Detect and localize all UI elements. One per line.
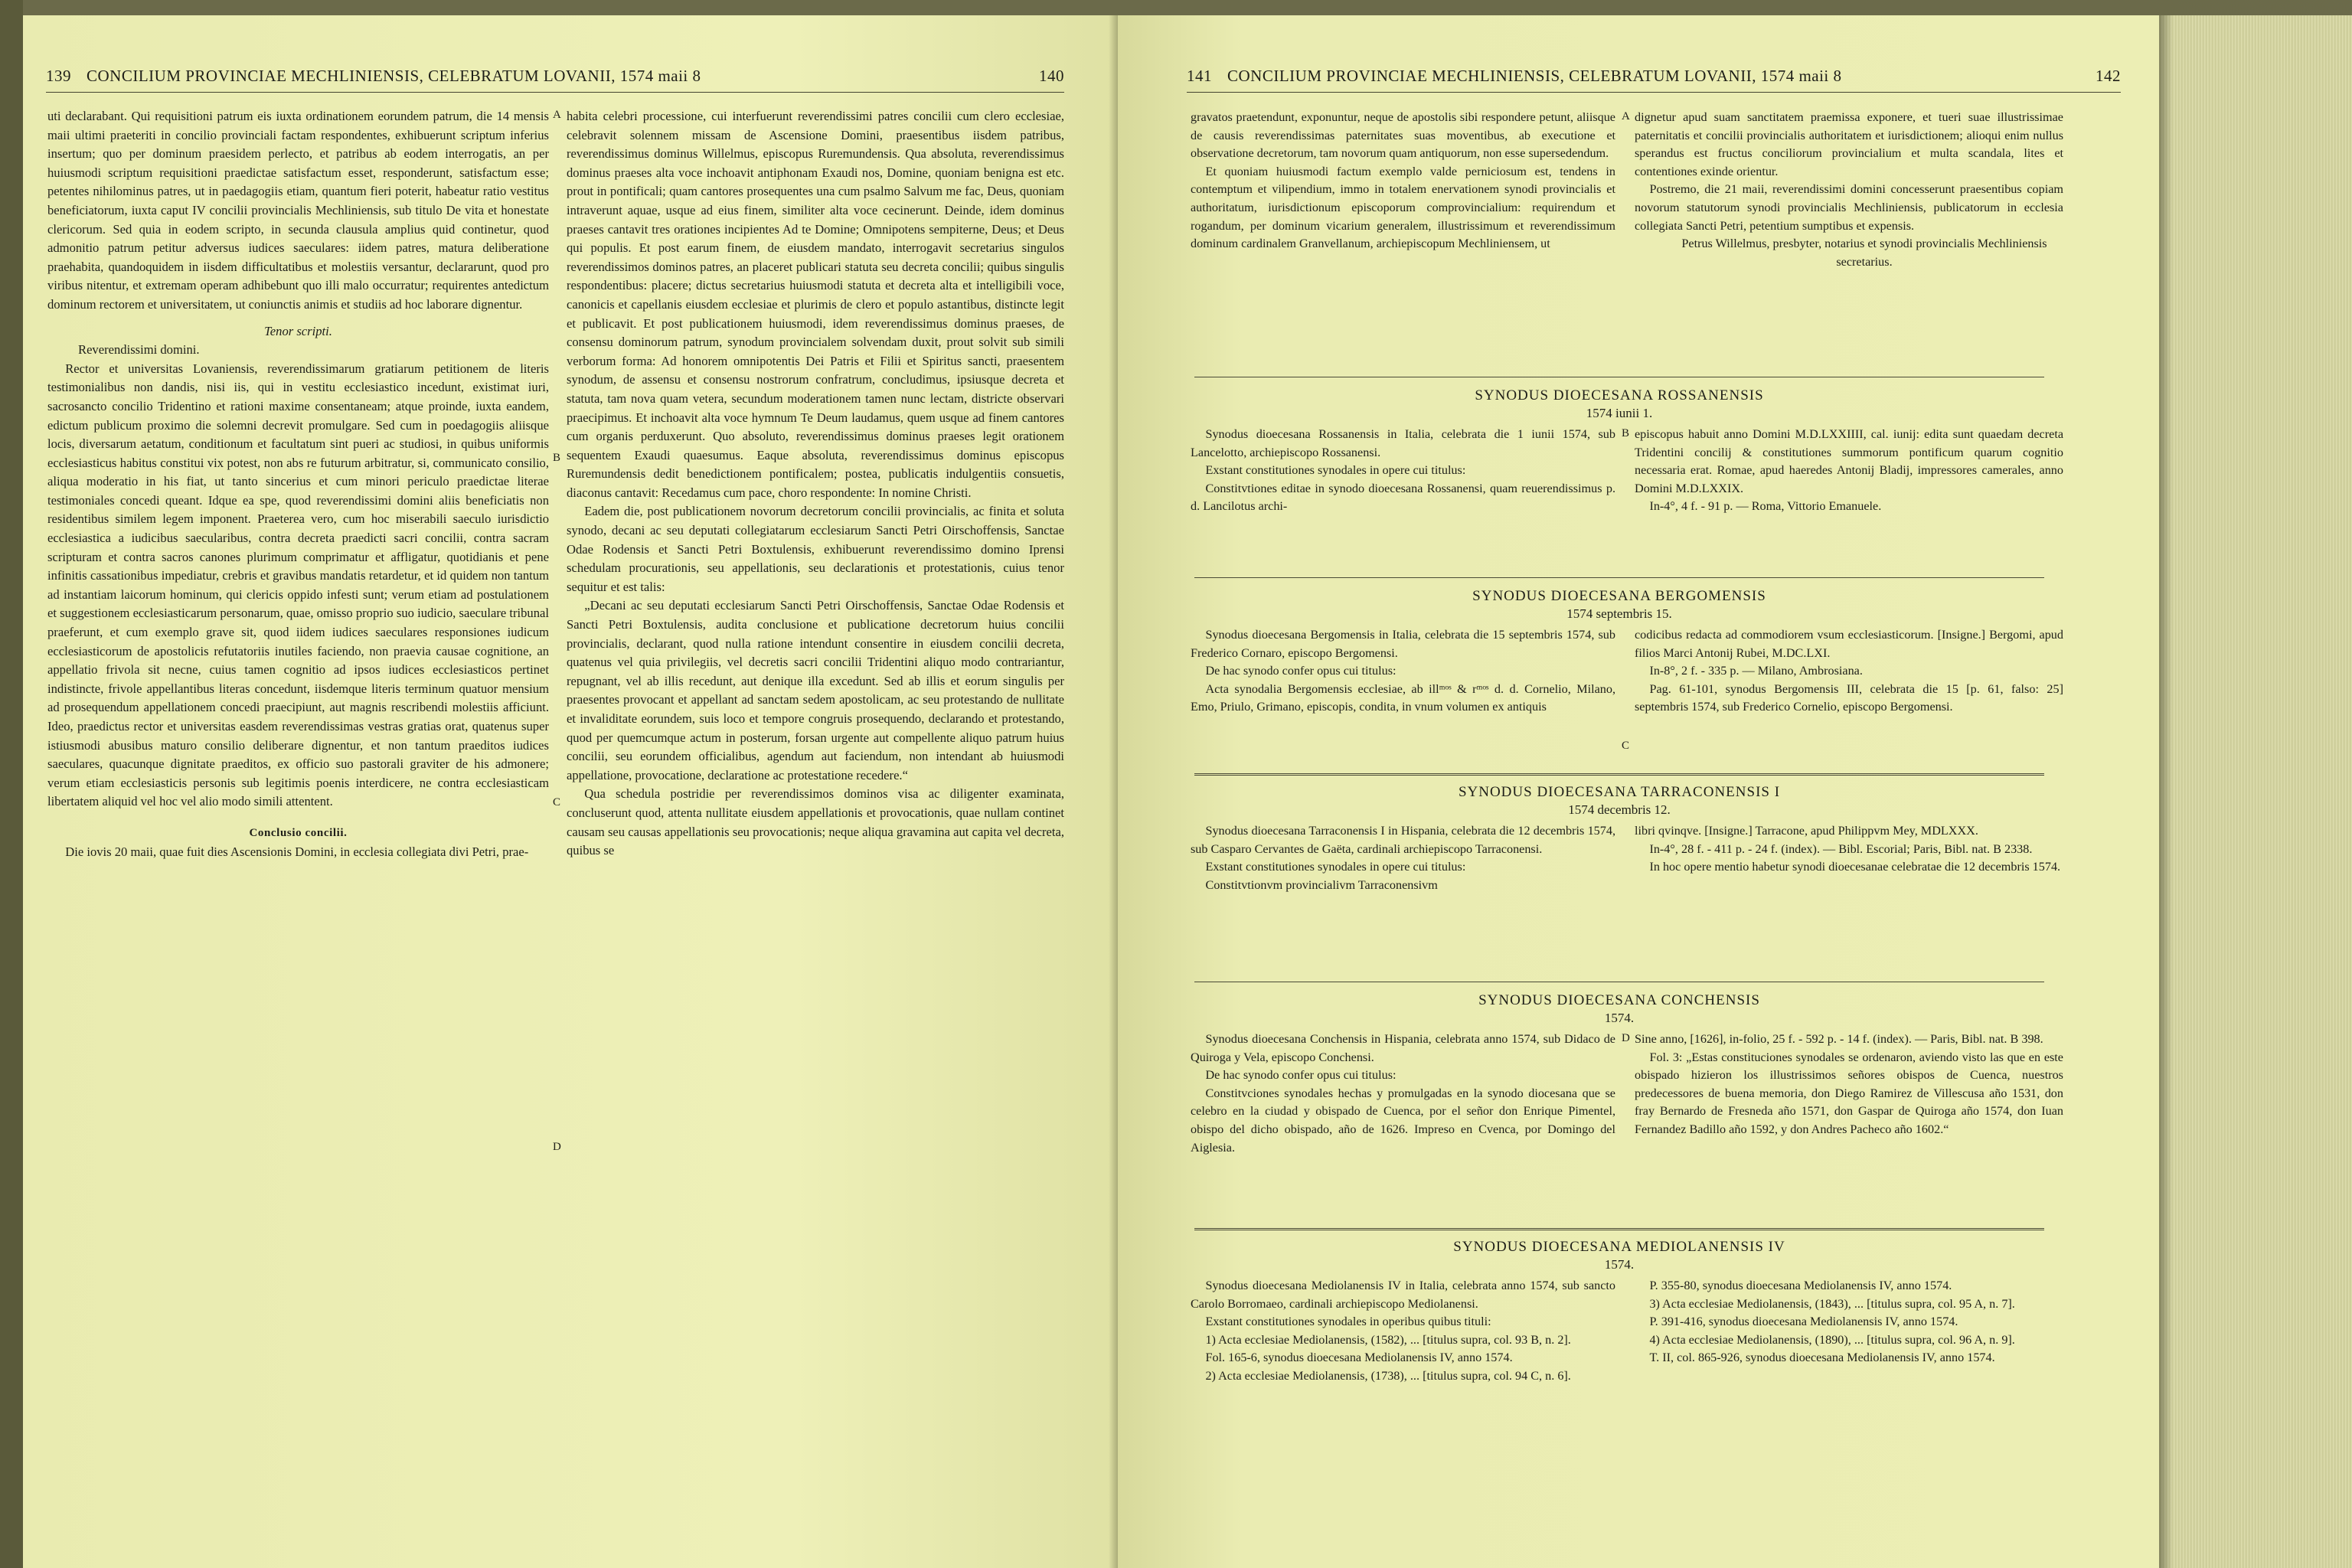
page-number-142: 142 [2096,67,2121,85]
mediolanensis-column-1 [1191,1277,1615,1507]
paragraph: habita celebri processione, cui interfuerunt reverendissimi patres concilii cum clero ecclesiae, celebravit solennem missam de Ascensione Domini, praesentibus iisdem patribus, reverendissimus dominus Willelmus, episcopus Ruremundensis. Qua absoluta, reverendissimus dominus praeses alta voce inchoavit antiphonam Exaudi nos, Domine, quoniam benigna est etc. prout in pontificali; quam cantores prosequentes una cum psalmo Salvum me fac, Deus, quoniam intraverunt aquae, usque ad eius finem, similiter alta voce cecinerunt. Deinde, idem dominus praeses cantavit tres orationes incipientes Ad te Domine; Omnipotens sempiterne, Deus; et Deus qui populis. Et post earum finem, de eiusdem mandato, interrogavit secretarius singulos reverendissimos dominos patres, an placeret publicari statuta seu decreta concilii; quibus singulis respondentibus: placere; dictus secretarius huiusmodi statuta et decreta alta et intelligibili voce, canonicis et capellanis eiusdem ecclesiae et plurimis de clero et populo astantibus, distincte legit et publicavit. Et post publicationem huiusmodi, idem reverendissimus dominus praeses, de consensu dominorum patrum, synodum provincialem solvendam duxit, prout solvit sub simili verborum forma: Ad honorem omnipotentis Dei Patris et Filii et Spiritus sancti, praesentem synodum, de assensu et consensu nostrorum confratrum, concludimus, ipsiusque decreta et statuta, tam nova quam vetera, secundum moderationem tamen nunc lectam, districte observari praecipimus. Et inchoavit alta voce hymnum Te Deum laudamus, quem usque ad finem cantores cum organis perduxerunt. Quo absoluto, reverendissimus dominus praeses legit orationem sequentem Exaudi quaesumus. Eaque absoluta, reverendissimus dominus episcopus Ruremundensis dedit benedictionem pontificalem; postea, publicatis indulgentiis consuetis, diaconus cantavit: Recedamus cum pace, choro respondente: In nomine Christi. [567,109,1064,500]
section-rule [1194,577,2044,578]
section-date: 1574 iunii 1. [1586,406,1653,420]
bergomensis-column-1 [1191,626,1615,769]
paragraph: Postremo, die 21 maii, reverendissimi domini concesserunt praesentibus copiam novorum statutorum synodi provincialis Mechliniensis, publicatorum in ecclesia collegiata Sancti Petri, petentium sumptibus et expensis. [1635,182,2063,233]
paragraph: gravatos praetendunt, exponuntur, neque de apostolis sibi respondere petunt, aliisque de causis reverendissimas paternitates suas moventibus, ab executione et observatione decretorum, tam novorum quam antiquorum, non esse supersedendum. [1191,110,1615,161]
page-number-141: 141 [1187,67,1212,85]
section-title-conchensis: SYNODUS DIOECESANA CONCHENSIS [1478,992,1760,1008]
paragraph: Synodus dioecesana Tarraconensis I in Hispania, celebrata die 12 decembris 1574, sub Casparo Cervantes de Gaëta, cardinali archiepiscopo Tarraconensi. [1191,824,1615,856]
paragraph: P. 355-80, synodus dioecesana Mediolanensis IV, anno 1574. [1649,1279,1952,1292]
paragraph: codicibus redacta ad commodiorem vsum ecclesiasticorum. [Insigne.] Bergomi, apud filios Marci Antonij Rubei, M.DC.LXI. [1635,628,2063,660]
left-page-column-2 [567,107,1064,1547]
paragraph: Et quoniam huiusmodi factum exemplo valde perniciosum est, tendens in contemptum et vilipendium, immo in totalem enervationem synodi provincialis et authoritatum, iurisdictionum episcoporum comprovincialium: requirendum et rogandum, per dominum vicarium generalem, illustrissimum et reverendissimum dominum cardinalem Granvellanum, archiepiscopum Mechliniensem, ut [1191,164,1615,251]
paragraph: dignetur apud suam sanctitatem praemissa exponere, et tueri suae illustrissimae paternitatis et concilii provincialis authoritatem et iurisdictionem; alioqui enim nullus sperandus est fructus conciliorum provincialium et multa scandala, lites et contentiones exinde orientur. [1635,110,2063,178]
bibliographic-note: Sine anno, [1626], in-folio, 25 f. - 592 p. - 14 f. (index). — Paris, Bibl. nat. B 398. [1635,1032,2043,1046]
section-title-rossanensis: SYNODUS DIOECESANA ROSSANENSIS [1475,387,1764,403]
paragraph: P. 391-416, synodus dioecesana Mediolanensis IV, anno 1574. [1649,1315,1958,1329]
section-title-tarraconensis: SYNODUS DIOECESANA TARRACONENSIS I [1458,784,1781,800]
conchensis-column-2 [1635,1031,2063,1222]
paragraph: De hac synodo confer opus cui titulus: [1205,664,1396,678]
bibliographic-note: In-4°, 4 f. - 91 p. — Roma, Vittorio Emanuele. [1649,499,1882,514]
section-title-mediolanensis: SYNODUS DIOECESANA MEDIOLANENSIS IV [1453,1239,1785,1255]
paragraph: Synodus dioecesana Rossanensis in Italia, celebrata die 1 iunii 1574, sub Lancelotto, archiepiscopo Rossanensi. [1191,427,1615,459]
signature-line: Petrus Willelmus, presbyter, notarius et synodi provincialis Mechliniensis secretarius. [1681,237,2047,269]
quoted-protest: „Decani ac seu deputati ecclesiarum Sancti Petri Oirschoffensis, Sanctae Odae Rodensis et Sancti Petri Boxtulensis, audita conclusione et publicatione decretorum huius concilii provincialis, declarant, quod nulla ratione intendunt consentire in eiusdem concilii decreta, quatenus vel quia privilegiis, vel decretis sacri concilii Tridentini aliquo modo contrariantur, repugnant, vel ab illis recedunt, aut denique illa excedunt. Sed ab illis et eorum singulis per praesentes provocant et appellant ad sanctam sedem apostolicam, ac seu protestando de nullitate et invaliditate eorundem, suis loco et tempore congruis prosequendo, declarando et protestando, quod per quemcumque actum in posterum, forsan urgente aut compellente aliquo patrum huius concilii, seu eorundem officialibus, agendum aut faciendum, non intendant ab huiusmodi appellatione, provocatione, declaratione ac protestatione recedere.“ [567,598,1064,782]
bibliographic-note: In-8°, 2 f. - 335 p. — Milano, Ambrosiana. [1649,664,1863,678]
bibliographic-note: In-4°, 28 f. - 411 p. - 24 f. (index). — Bibl. Escorial; Paris, Bibl. nat. B 2338. [1649,841,2033,856]
section-date: 1574. [1604,1011,1635,1025]
paragraph: T. II, col. 865-926, synodus dioecesana Mediolanensis IV, anno 1574. [1649,1351,1995,1365]
margin-marker: C [1622,740,1630,752]
margin-marker: B [1622,427,1630,439]
mediolanensis-column-2 [1635,1277,2063,1507]
paragraph: Constitvtiones editae in synodo dioecesana Rossanensi, quam reuerendissimus p. d. Lancilotus archi- [1191,481,1615,514]
margin-marker: D [1622,1032,1630,1044]
section-rule [1194,773,2044,776]
section-date: 1574. [1604,1257,1635,1272]
margin-marker: D [553,1141,561,1153]
citation-item: 2) Acta ecclesiae Mediolanensis, (1738), ... [titulus supra, col. 94 C, n. 6]. [1205,1368,1571,1383]
citation-item: 3) Acta ecclesiae Mediolanensis, (1843), ... [titulus supra, col. 95 A, n. 7]. [1649,1296,2015,1311]
paragraph: In hoc opere mentio habetur synodi dioecesanae celebratae die 12 decembris 1574. [1649,860,2061,874]
paragraph: De hac synodo confer opus cui titulus: [1205,1068,1396,1083]
right-running-head [1187,55,2121,93]
paragraph: Synodus dioecesana Bergomensis in Italia, celebrata die 15 septembris 1574, sub Frederico Cornaro, episcopo Bergomensi. [1191,628,1615,660]
running-head-title: CONCILIUM PROVINCIAE MECHLINIENSIS, CELEBRATUM LOVANII, 1574 maii 8 [87,67,701,85]
paragraph: Constitvtionvm provincialivm Tarraconensivm [1205,877,1438,892]
paragraph: Die iovis 20 maii, quae fuit dies Ascensionis Domini, in ecclesia collegiata divi Petri, prae- [65,844,529,859]
running-head-title: CONCILIUM PROVINCIAE MECHLINIENSIS, CELEBRATUM LOVANII, 1574 maii 8 [1227,67,1842,85]
section-date: 1574 decembris 12. [1568,802,1671,817]
book-cover-edge [0,0,23,1568]
paragraph: Exstant constitutiones synodales in operibus quibus tituli: [1205,1315,1491,1329]
quoted-passage: Fol. 3: „Estas constituciones synodales se ordenaron, aviendo visto las que en este obispado hizieron los illustrissimos señores obispos de Cuenca, nuestros predecessores de buena memoria, don Diego Ramirez de Villescusa año 1531, don fray Bernardo de Fresneda año 1571, don Gaspar de Quiroga año 1574, don Iuan Fernandez Badillo año 1592, y don Andres Pacheco año 1602.“ [1635,1050,2063,1136]
paragraph: Qua schedula postridie per reverendissimos dominos visa ac diligenter examinata, concluserunt quod, attenta nullitate eiusdem appellationis et provocationis, quae nullam continet causam seu causas appellationis seu provocationis; neque aliqua gravamina aut capita vel decreta, quibus se [567,786,1064,858]
paragraph: Fol. 165-6, synodus dioecesana Mediolanensis IV, anno 1574. [1205,1351,1513,1365]
paragraph: Synodus dioecesana Mediolanensis IV in Italia, celebrata anno 1574, sub sancto Carolo Borromaeo, cardinali archiepiscopo Mediolanensi. [1191,1279,1615,1311]
citation-item: 1) Acta ecclesiae Mediolanensis, (1582), ... [titulus supra, col. 93 B, n. 2]. [1205,1332,1571,1347]
tarraconensis-column-2 [1635,822,2063,972]
paragraph: Constitvciones synodales hechas y promulgadas en la synodo diocesana que se celebro en la ciudad y obispado de Cuenca, por el señor don Enrique Pimentel, obispo del dicho obispado, año de 1626. Impreso en Cvenca, por Domingo del Aiglesia. [1191,1086,1615,1155]
book-page-edges [2159,15,2352,1568]
left-running-head [46,55,1064,93]
page-number-140: 140 [1039,67,1064,85]
paragraph: Pag. 61-101, synodus Bergomensis III, celebrata die 15 [p. 61, falso: 25] septembris 1574, sub Frederico Cornelio, episcopo Bergomensi. [1635,681,2063,714]
section-date: 1574 septembris 15. [1566,606,1672,621]
paragraph: Exstant constitutiones synodales in opere cui titulus: [1205,860,1466,874]
subheading-conclusio-concilii: Conclusio concilii. [249,826,348,839]
citation-item: 4) Acta ecclesiae Mediolanensis, (1890), ... [titulus supra, col. 96 A, n. 9]. [1649,1332,2015,1347]
tarraconensis-column-1 [1191,822,1615,972]
margin-marker: A [553,109,561,121]
section-rule [1194,1228,2044,1230]
left-page-column-1 [47,107,549,1547]
paragraph: Acta synodalia Bergomensis ecclesiae, ab illᵐᵒˢ & rᵐᵒˢ d. d. Cornelio, Milano, Emo, Priulo, Grimano, episcopis, condita, in vnum volumen ex antiquis [1191,681,1615,714]
rossanensis-column-1 [1191,426,1615,571]
margin-marker: B [553,452,561,464]
bergomensis-column-2 [1635,626,2063,769]
paragraph: uti declarabant. Qui requisitioni patrum eis iuxta ordinationem eorundem patrum, die 14 mensis maii ultimi praeteriti in concilio provinciali factam respondentes, exhibuerunt scriptum inferius insertum; quo per dominum praesidem perlecto, et patribus ab eodem interrogatis, an per huiusmodi scriptum requisitioni praedictae satisfactum esset, responderunt, satisfactum esse; petentes nihilominus patres, ut in paedagogiis etiam, quantum fieri poterit, habeatur ratio vestitus beneficiatorum, iuxta caput IV concilii provincialis Mechliniensis, sub titulo De vita et honestate clericorum. Sed quia in eodem scripto, in secunda clausula amplius quid continetur, quod admonitio patrum petitur adversus iudices saeculares: iidem patres, matura deliberatione praehabita, quandoquidem in iisdem difficultatibus et molestiis versantur, declararunt, quod pro viribus nitentur, et extremam operam adhibebunt quo illi malo occurratur; requirentes antedictum dominum rectorem et universitatem, ut coniunctis animis et studiis ad hoc laborare dignentur. [47,109,549,312]
paragraph: Rector et universitas Lovaniensis, reverendissimarum gratiarum petitionem de literis testimonialibus non dandis, nisi iis, qui in vestitu ecclesiastico incedunt, existimat iuri, sacrosancto concilio Tridentino et rationi maxime consentaneam; atque proinde, iuxta eandem, edictum publicum proximo die solemni decrevit promulgare. Sed cum in poedagogiis aliisque locis, diversarum aetatum, conditionum et facultatum sint pueri ac studiosi, in quibus uniformis ecclesiasticus habitus constitui vix potest, non abs re futurum arbitratur, si, communicato consilio, aliqua moderatio in his fiat, ut tanto sincerius et cum minori periculo praedictae literae testimoniales concedi queant. Idque ea spe, quod reverendissimi domini aliis beneficiatis non residentibus similem legem imponent. Praeterea vero, cum hoc miserabili saeculo iurisdictio ecclesiastica a iudicibus saecularibus, contra decreta praedicti sacri concilii, contra sacram scripturam et contra sacros canones plurimum comprimatur et affligatur, quotidianis et pene infinitis cassationibus impediatur, crebris et gravibus mandatis retardetur, et id quidem non tantum ad instantiam laicorum hominum, qui clericis oppido infesti sunt; verum etiam ad postulationem et suggestionem ecclesiasticarum personarum, quae, omisso proprio suo iudicio, saeculare tribunal praeferunt, et cum exemplo grave sit, quod iidem iudices saeculares responsiones iudicum ecclesiasticorum de apostolicis refutatoriis inutiles faciendo, non praevia causae cognitione, an appellatio frivola sit necne, cuius tamen cognitio ad ipsos iudices ecclesiasticos pertinet indistincte, frivole appellantibus literas concedunt, iisdemque literis terminum quatuor mensium ad prosequendum appellationem concedi praecipiunt, aut magnis rescribendi molestiis afficiunt. Ideo, praedictus rector et universitas easdem reverendissimas vestras gratias orat, quatenus super istiusmodi abusibus maturo consilio deliberare dignentur, et non tantum praeditos iudices saeculares, quacunque dignitate praeditos, ex officio suo pastorali graviter de his admonere; verum etiam ecclesiasticis personis sub legitimis poenis interdicere, ne contra ecclesiasticam libertatem aliquid vel hoc vel alio modo simili attentent. [47,361,549,809]
salutation: Reverendissimi domini. [78,342,200,358]
right-top-column-2 [1635,109,2063,369]
rossanensis-column-2 [1635,426,2063,571]
margin-marker: A [1622,110,1630,122]
conchensis-column-1 [1191,1031,1615,1222]
paragraph: Eadem die, post publicationem novorum decretorum concilii provincialis, ac finita et soluta synodo, decani ac seu deputati collegiatarum ecclesiarum Sancti Petri Oirschoffensis, Sanctae Odae Rodensis et Sancti Petri Boxtulensis, exhibuerunt reverendissimo domino Iprensi schedulam procurationis, seu appellationis, seu declarationis et protestationis, cuius tenor sequitur et est talis: [567,504,1064,594]
margin-marker: C [553,796,561,808]
page-number-139: 139 [46,67,71,85]
right-top-column-1 [1191,109,1615,369]
section-title-bergomensis: SYNODUS DIOECESANA BERGOMENSIS [1472,588,1766,604]
page-edge-shadow [2159,15,2173,1568]
paragraph: libri qvinqve. [Insigne.] Tarracone, apud Philippvm Mey, MDLXXX. [1635,824,1978,838]
paragraph: Exstant constitutiones synodales in opere cui titulus: [1205,463,1466,478]
subheading-tenor-scripti: Tenor scripti. [264,323,332,338]
paragraph: episcopus habuit anno Domini M.D.LXXIIII, cal. iunij: edita sunt quaedam decreta Tridentini concilij & constitutiones summorum pontificum quarum cognitio necessaria erat. Romae, apud haeredes Antonij Bladij, impressores camerales, anno Domini M.D.LXXIX. [1635,427,2063,495]
paragraph: Synodus dioecesana Conchensis in Hispania, celebrata anno 1574, sub Didaco de Quiroga y Vela, episcopo Conchensi. [1191,1032,1615,1064]
